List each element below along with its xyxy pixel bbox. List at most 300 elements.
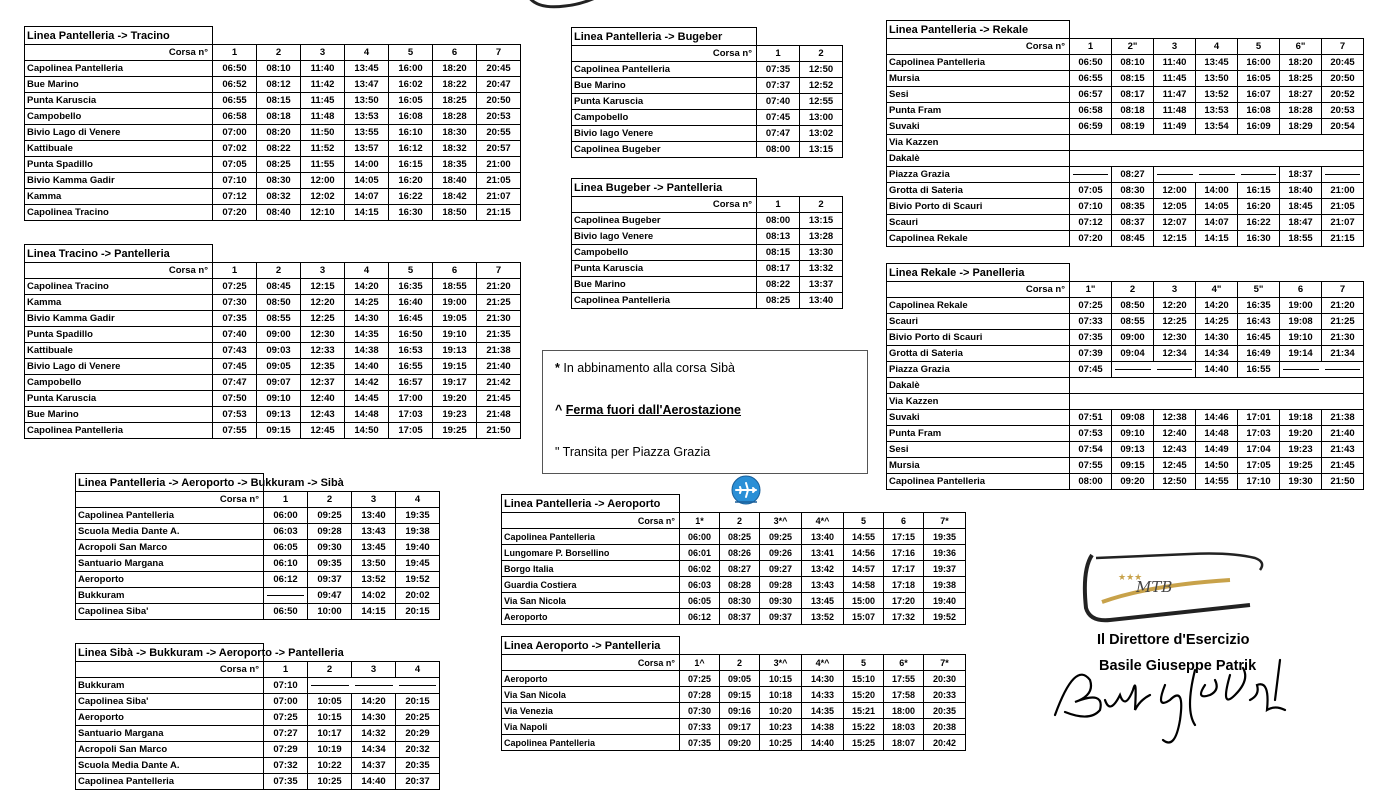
departure-time: 11:55 — [301, 157, 345, 173]
table-title: Linea Pantelleria -> Tracino — [25, 27, 213, 45]
empty-cell — [1280, 21, 1322, 39]
table-row — [887, 215, 1364, 231]
corsa-label: Corsa n° — [502, 655, 680, 671]
table-row — [76, 742, 440, 758]
empty-cell — [1112, 394, 1154, 410]
departure-time: 21:30 — [1322, 330, 1364, 346]
legend-text-1: In abbinamento alla corsa Sibà — [559, 361, 735, 375]
table-row — [572, 62, 843, 78]
legend-line-2 — [555, 403, 741, 417]
departure-time: 11:47 — [1154, 87, 1196, 103]
table-title-row — [25, 27, 521, 45]
departure-time: 06:10 — [264, 556, 308, 572]
departure-time: 18:27 — [1280, 87, 1322, 103]
stop-name-kattibuale: Kattibuale — [25, 343, 213, 359]
departure-time: 15:21 — [844, 703, 884, 719]
departure-time: 12:30 — [1154, 330, 1196, 346]
departure-time: 08:00 — [1070, 474, 1112, 490]
departure-time: 13:43 — [802, 577, 844, 593]
empty-cell — [884, 637, 924, 655]
departure-time: 13:54 — [1196, 119, 1238, 135]
empty-cell — [213, 27, 257, 45]
departure-time: 17:18 — [884, 577, 924, 593]
corsa-label: Corsa n° — [887, 282, 1070, 298]
departure-time: 16:45 — [389, 311, 433, 327]
empty-cell — [1238, 151, 1280, 167]
table-header-row — [502, 655, 966, 671]
table-row — [25, 61, 521, 77]
empty-cell — [1154, 151, 1196, 167]
departure-time: 08:32 — [257, 189, 301, 205]
departure-time: 17:58 — [884, 687, 924, 703]
departure-time: 10:17 — [308, 726, 352, 742]
departure-time: 16:00 — [1238, 55, 1280, 71]
empty-cell — [1112, 135, 1154, 151]
no-service-dash — [1322, 362, 1364, 378]
departure-time: 07:28 — [680, 687, 720, 703]
departure-time: 09:25 — [760, 529, 802, 545]
table-row — [572, 261, 843, 277]
departure-time: 12:33 — [301, 343, 345, 359]
empty-cell — [396, 644, 440, 662]
stop-name-santuario-margana: Santuario Margana — [76, 726, 264, 742]
departure-time: 16:30 — [1238, 231, 1280, 247]
departure-time: 21:34 — [1322, 346, 1364, 362]
departure-time: 13:42 — [802, 561, 844, 577]
departure-time: 08:30 — [1112, 183, 1154, 199]
empty-cell — [1322, 264, 1364, 282]
departure-time: 08:22 — [257, 141, 301, 157]
corsa-label: Corsa n° — [76, 662, 264, 678]
departure-time: 18:25 — [433, 93, 477, 109]
departure-time: 10:05 — [308, 694, 352, 710]
departure-time: 20:30 — [924, 671, 966, 687]
departure-time: 12:50 — [1154, 474, 1196, 490]
run-number: 6* — [884, 655, 924, 671]
departure-time: 21:40 — [1322, 426, 1364, 442]
empty-cell — [1154, 394, 1196, 410]
departure-time: 17:04 — [1238, 442, 1280, 458]
empty-cell — [1196, 378, 1238, 394]
departure-time: 14:30 — [802, 671, 844, 687]
table-title: Linea Pantelleria -> Aeroporto -> Bukkuram -> Sibà — [76, 474, 264, 492]
no-service-dash — [1280, 362, 1322, 378]
table-header-row — [887, 282, 1364, 298]
table-row — [25, 391, 521, 407]
stop-name-capolinea-siba: Capolinea Siba' — [76, 604, 264, 620]
table-header-row — [76, 492, 440, 508]
departure-time: 06:00 — [680, 529, 720, 545]
empty-cell — [1280, 135, 1322, 151]
stop-name-punta-fram: Punta Fram — [887, 426, 1070, 442]
table-title: Linea Bugeber -> Pantelleria — [572, 179, 757, 197]
stop-name-via-kazzen: Via Kazzen — [887, 394, 1070, 410]
empty-cell — [1238, 378, 1280, 394]
run-number: 1 — [264, 662, 308, 678]
table-row — [887, 199, 1364, 215]
stop-name-sesi: Sesi — [887, 87, 1070, 103]
departure-time: 11:45 — [301, 93, 345, 109]
table-row — [76, 710, 440, 726]
departure-time: 18:40 — [1280, 183, 1322, 199]
departure-time: 17:05 — [1238, 458, 1280, 474]
table-pantelleria-aeroporto — [501, 494, 966, 625]
legend-mark-caret: ^ — [555, 403, 566, 417]
departure-time: 14:35 — [345, 327, 389, 343]
stop-name-lungomare-p-borsellino: Lungomare P. Borsellino — [502, 545, 680, 561]
table-header-row — [25, 263, 521, 279]
departure-time: 20:54 — [1322, 119, 1364, 135]
stop-name-capolinea-pantelleria: Capolinea Pantelleria — [887, 474, 1070, 490]
departure-time: 08:17 — [757, 261, 800, 277]
departure-time: 07:45 — [757, 110, 800, 126]
table-row — [502, 593, 966, 609]
table-row — [887, 103, 1364, 119]
departure-time: 13:47 — [345, 77, 389, 93]
run-number: 3 — [1154, 39, 1196, 55]
table-title-row — [76, 474, 440, 492]
empty-cell — [1196, 21, 1238, 39]
table-row — [572, 142, 843, 158]
empty-cell — [1112, 21, 1154, 39]
departure-time: 18:47 — [1280, 215, 1322, 231]
departure-time: 08:27 — [720, 561, 760, 577]
departure-time: 10:19 — [308, 742, 352, 758]
departure-time: 13:50 — [1196, 71, 1238, 87]
stop-name-capolinea-pantelleria: Capolinea Pantelleria — [76, 774, 264, 790]
departure-time: 09:26 — [760, 545, 802, 561]
departure-time: 09:10 — [257, 391, 301, 407]
departure-time: 13:40 — [352, 508, 396, 524]
stop-name-acropoli-san-marco: Acropoli San Marco — [76, 540, 264, 556]
departure-time: 14:05 — [345, 173, 389, 189]
stop-name-punta-spadillo: Punta Spadillo — [25, 157, 213, 173]
table-row — [76, 758, 440, 774]
departure-time: 08:25 — [720, 529, 760, 545]
departure-time: 19:00 — [1280, 298, 1322, 314]
departure-time: 14:35 — [802, 703, 844, 719]
table-row — [887, 474, 1364, 490]
departure-time: 17:05 — [389, 423, 433, 439]
departure-time: 09:20 — [720, 735, 760, 751]
table-title: Linea Sibà -> Bukkuram -> Aeroporto -> Pantelleria — [76, 644, 264, 662]
departure-time: 07:00 — [264, 694, 308, 710]
departure-time: 16:55 — [1238, 362, 1280, 378]
departure-time: 11:50 — [301, 125, 345, 141]
departure-time: 07:43 — [213, 343, 257, 359]
departure-time: 13:50 — [352, 556, 396, 572]
stop-name-bue-marino: Bue Marino — [572, 78, 757, 94]
departure-time: 06:03 — [680, 577, 720, 593]
departure-time: 19:23 — [433, 407, 477, 423]
table-row — [502, 529, 966, 545]
departure-time: 08:00 — [757, 142, 800, 158]
table-row — [25, 279, 521, 295]
table-row — [25, 205, 521, 221]
stop-name-mursia: Mursia — [887, 458, 1070, 474]
departure-time: 14:25 — [1196, 314, 1238, 330]
departure-time: 19:45 — [396, 556, 440, 572]
stop-name-suvaki: Suvaki — [887, 119, 1070, 135]
departure-time: 09:15 — [1112, 458, 1154, 474]
departure-time: 20:15 — [396, 604, 440, 620]
departure-time: 07:10 — [264, 678, 308, 694]
departure-time: 11:40 — [1154, 55, 1196, 71]
departure-time: 21:20 — [1322, 298, 1364, 314]
departure-time: 13:45 — [345, 61, 389, 77]
no-service-dash — [1196, 167, 1238, 183]
departure-time: 20:57 — [477, 141, 521, 157]
empty-cell — [1280, 394, 1322, 410]
empty-cell — [433, 27, 477, 45]
departure-time: 09:47 — [308, 588, 352, 604]
departure-time: 07:29 — [264, 742, 308, 758]
departure-time: 21:15 — [1322, 231, 1364, 247]
departure-time: 19:15 — [433, 359, 477, 375]
empty-cell — [1070, 264, 1112, 282]
corsa-label: Corsa n° — [887, 39, 1070, 55]
departure-time: 06:58 — [213, 109, 257, 125]
departure-time: 06:05 — [680, 593, 720, 609]
empty-cell — [1238, 21, 1280, 39]
run-number: 2 — [257, 263, 301, 279]
departure-time: 09:28 — [308, 524, 352, 540]
empty-cell — [760, 495, 802, 513]
departure-time: 21:50 — [1322, 474, 1364, 490]
run-number: 1^ — [680, 655, 720, 671]
stop-name-bue-marino: Bue Marino — [25, 77, 213, 93]
no-service-dash — [1238, 167, 1280, 183]
departure-time: 06:55 — [1070, 71, 1112, 87]
run-number: 4 — [345, 45, 389, 61]
departure-time: 18:20 — [433, 61, 477, 77]
stop-name-aeroporto: Aeroporto — [502, 671, 680, 687]
departure-time: 18:40 — [433, 173, 477, 189]
departure-time: 18:07 — [884, 735, 924, 751]
empty-cell — [720, 637, 760, 655]
departure-time: 08:17 — [1112, 87, 1154, 103]
departure-time: 08:37 — [1112, 215, 1154, 231]
departure-time: 13:52 — [352, 572, 396, 588]
corsa-label: Corsa n° — [502, 513, 680, 529]
departure-time: 08:27 — [1112, 167, 1154, 183]
stop-name-bivio-porto-di-scauri: Bivio Porto di Scauri — [887, 199, 1070, 215]
departure-time: 16:40 — [389, 295, 433, 311]
no-service-dash — [1322, 167, 1364, 183]
departure-time: 14:50 — [345, 423, 389, 439]
stop-name-capolinea-tracino: Capolinea Tracino — [25, 205, 213, 221]
departure-time: 11:42 — [301, 77, 345, 93]
empty-cell — [477, 245, 521, 263]
departure-time: 09:05 — [257, 359, 301, 375]
departure-time: 20:33 — [924, 687, 966, 703]
table-row — [572, 293, 843, 309]
empty-cell — [1322, 394, 1364, 410]
departure-time: 13:52 — [1196, 87, 1238, 103]
stop-name-bivio-kamma-gadir: Bivio Kamma Gadir — [25, 311, 213, 327]
table-row — [502, 577, 966, 593]
run-number: 3*^ — [760, 513, 802, 529]
stop-name-capolinea-pantelleria: Capolinea Pantelleria — [887, 55, 1070, 71]
empty-cell — [680, 495, 720, 513]
departure-time: 13:55 — [345, 125, 389, 141]
departure-time: 12:34 — [1154, 346, 1196, 362]
departure-time: 21:35 — [477, 327, 521, 343]
table-row — [25, 311, 521, 327]
run-number: 1" — [1070, 282, 1112, 298]
stop-name-bue-marino: Bue Marino — [572, 277, 757, 293]
corsa-label: Corsa n° — [25, 263, 213, 279]
table-title-row — [887, 21, 1364, 39]
departure-time: 14:55 — [1196, 474, 1238, 490]
run-number: 5 — [389, 263, 433, 279]
departure-time: 16:02 — [389, 77, 433, 93]
departure-time: 08:25 — [257, 157, 301, 173]
empty-cell — [757, 28, 800, 46]
empty-cell — [301, 245, 345, 263]
departure-time: 08:37 — [720, 609, 760, 625]
departure-time: 13:50 — [345, 93, 389, 109]
table-pantelleria-rekale — [886, 20, 1364, 247]
departure-time: 10:23 — [760, 719, 802, 735]
departure-time: 20:53 — [1322, 103, 1364, 119]
signature-icon — [1045, 640, 1305, 765]
departure-time: 07:55 — [1070, 458, 1112, 474]
departure-time: 13:45 — [352, 540, 396, 556]
legend-mark-asterisk: * — [555, 361, 560, 375]
empty-cell — [1070, 378, 1112, 394]
departure-time: 16:20 — [389, 173, 433, 189]
run-number: 2 — [720, 655, 760, 671]
table-row — [25, 375, 521, 391]
departure-time: 20:02 — [396, 588, 440, 604]
departure-time: 20:45 — [477, 61, 521, 77]
departure-time: 17:32 — [884, 609, 924, 625]
departure-time: 15:25 — [844, 735, 884, 751]
empty-cell — [680, 637, 720, 655]
departure-time: 08:19 — [1112, 119, 1154, 135]
empty-cell — [213, 245, 257, 263]
run-number: 4*^ — [802, 513, 844, 529]
stop-name-scauri: Scauri — [887, 314, 1070, 330]
departure-time: 16:53 — [389, 343, 433, 359]
stop-name-punta-spadillo: Punta Spadillo — [25, 327, 213, 343]
departure-time: 06:50 — [213, 61, 257, 77]
departure-time: 21:15 — [477, 205, 521, 221]
departure-time: 07:53 — [1070, 426, 1112, 442]
director-name: Basile Giuseppe Patrik — [1099, 658, 1257, 674]
departure-time: 06:58 — [1070, 103, 1112, 119]
empty-cell — [1196, 394, 1238, 410]
table-title-row — [572, 179, 843, 197]
departure-time: 16:49 — [1238, 346, 1280, 362]
table-row — [887, 87, 1364, 103]
empty-cell — [1112, 264, 1154, 282]
empty-cell — [1112, 378, 1154, 394]
table-row — [887, 119, 1364, 135]
departure-time: 21:00 — [1322, 183, 1364, 199]
departure-time: 09:17 — [720, 719, 760, 735]
table-row — [25, 343, 521, 359]
table-row — [887, 394, 1364, 410]
departure-time: 16:55 — [389, 359, 433, 375]
departure-time: 14:07 — [1196, 215, 1238, 231]
departure-time: 21:05 — [1322, 199, 1364, 215]
departure-time: 19:52 — [396, 572, 440, 588]
departure-time: 16:15 — [1238, 183, 1280, 199]
no-service-dash — [308, 678, 352, 694]
departure-time: 09:25 — [308, 508, 352, 524]
stop-name-dakal: Dakalè — [887, 151, 1070, 167]
departure-time: 20:53 — [477, 109, 521, 125]
table-row — [887, 55, 1364, 71]
departure-time: 14:32 — [352, 726, 396, 742]
table-row — [25, 327, 521, 343]
departure-time: 07:30 — [213, 295, 257, 311]
table-row — [25, 157, 521, 173]
departure-time: 06:00 — [264, 508, 308, 524]
departure-time: 17:01 — [1238, 410, 1280, 426]
departure-time: 06:59 — [1070, 119, 1112, 135]
departure-time: 14:00 — [1196, 183, 1238, 199]
departure-time: 17:16 — [884, 545, 924, 561]
empty-cell — [1154, 378, 1196, 394]
departure-time: 19:17 — [433, 375, 477, 391]
departure-time: 12:05 — [1154, 199, 1196, 215]
departure-time: 06:50 — [264, 604, 308, 620]
table-row — [887, 314, 1364, 330]
departure-time: 16:35 — [1238, 298, 1280, 314]
departure-time: 12:00 — [301, 173, 345, 189]
departure-time: 16:08 — [389, 109, 433, 125]
departure-time: 13:45 — [1196, 55, 1238, 71]
table-row — [25, 141, 521, 157]
stop-name-scuola-media-dante-a: Scuola Media Dante A. — [76, 758, 264, 774]
departure-time: 16:15 — [389, 157, 433, 173]
departure-time: 20:29 — [396, 726, 440, 742]
departure-time: 14:25 — [345, 295, 389, 311]
stop-name-santuario-margana: Santuario Margana — [76, 556, 264, 572]
departure-time: 19:13 — [433, 343, 477, 359]
departure-time: 18:28 — [433, 109, 477, 125]
empty-cell — [1154, 135, 1196, 151]
empty-cell — [1196, 135, 1238, 151]
empty-cell — [477, 27, 521, 45]
departure-time: 16:22 — [389, 189, 433, 205]
departure-time: 15:20 — [844, 687, 884, 703]
departure-time: 12:37 — [301, 375, 345, 391]
departure-time: 14:42 — [345, 375, 389, 391]
empty-cell — [433, 245, 477, 263]
departure-time: 07:20 — [1070, 231, 1112, 247]
run-number: 1 — [213, 45, 257, 61]
departure-time: 09:30 — [760, 593, 802, 609]
stop-name-kamma: Kamma — [25, 295, 213, 311]
departure-time: 16:35 — [389, 279, 433, 295]
departure-time: 09:00 — [257, 327, 301, 343]
no-service-dash — [1112, 362, 1154, 378]
stop-name-bukkuram: Bukkuram — [76, 678, 264, 694]
table-title-row — [76, 644, 440, 662]
departure-time: 18:45 — [1280, 199, 1322, 215]
departure-time: 16:45 — [1238, 330, 1280, 346]
table-row — [887, 442, 1364, 458]
departure-time: 08:40 — [257, 205, 301, 221]
empty-cell — [1280, 151, 1322, 167]
run-number: 2 — [257, 45, 301, 61]
departure-time: 08:13 — [757, 229, 800, 245]
table-header-row — [502, 513, 966, 529]
